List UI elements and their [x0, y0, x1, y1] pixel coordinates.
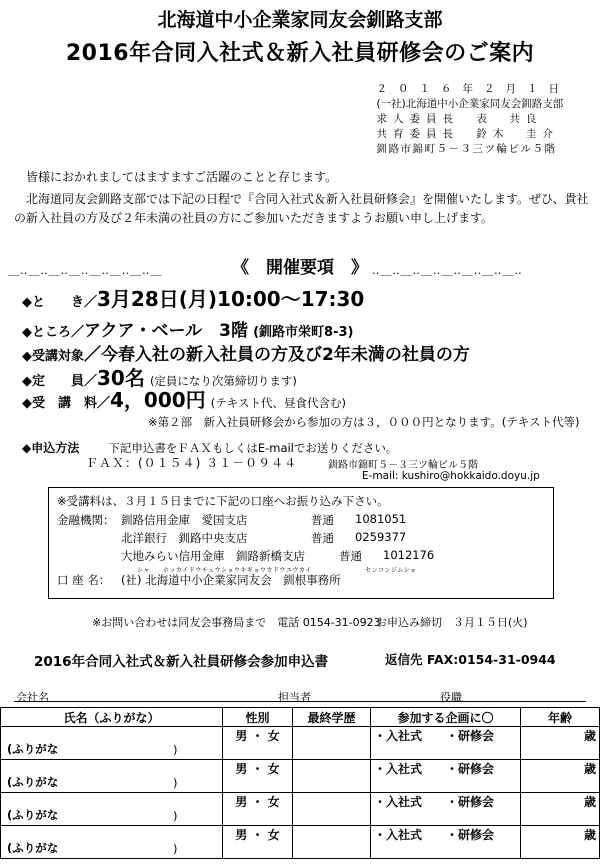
apply-address: 釧路市錦町５－３三ツ輪ビル５階	[328, 460, 478, 471]
detail-fee	[22, 384, 346, 413]
target-label: ◆受講対象	[22, 349, 84, 364]
bank-box	[48, 487, 554, 599]
detail-place	[22, 316, 353, 341]
furigana-close: )	[173, 776, 178, 790]
furigana-label: (ふりがな	[7, 775, 59, 789]
header-plan: 参加する企画に〇	[371, 708, 521, 727]
bank-label: 金融機関：	[57, 513, 115, 527]
section-dash-left: ＿‥＿‥＿‥＿‥＿‥＿‥＿‥＿	[8, 264, 163, 277]
bank-number-3: 1012176	[383, 548, 435, 562]
from-block	[377, 82, 571, 157]
plan-cell[interactable]: ・入社式 ・研修会	[371, 760, 521, 793]
education-cell[interactable]	[293, 727, 371, 760]
table-header-row	[1, 708, 600, 727]
intro-paragraph-2: 北海道同友会釧路支部では下記の日程で『合同入社式＆新入社員研修会』を開催いたします。ぜひ、貴社の新入社員の方及び２年未満の社員の方にご参加いただきますようお願い申し上げます。	[14, 192, 589, 225]
account-ruby-1: シャ ホッカイドウチュウショウキギョウカドウユウカイ	[137, 567, 312, 574]
company-line	[14, 701, 586, 702]
furigana-close: )	[173, 842, 178, 856]
plan-cell[interactable]: ・入社式 ・研修会	[371, 826, 521, 859]
sex-cell[interactable]: 男 ・ 女	[223, 727, 293, 760]
plan-cell[interactable]: ・入社式 ・研修会	[371, 793, 521, 826]
from-org: (一社)北海道中小企業家同友会釧路支部	[376, 98, 564, 110]
apply-text: 下記申込書をＦＡＸもしくはE-mailでお送りください。	[108, 441, 398, 455]
deadline-text: お申込み締切 ３月１５日(火)	[376, 616, 528, 629]
bank-number-2: 0259377	[355, 530, 407, 544]
bank-note: ※受講料は、３月１５日までに下記の口座へお振り込み下さい。	[57, 494, 389, 508]
position-label: 役職	[440, 691, 462, 704]
header-education: 最終学歴	[293, 708, 371, 727]
section-title: 《 開催要項 》	[232, 258, 368, 278]
bank-type-3: 普通	[339, 549, 362, 563]
bank-name-2: 北洋銀行 釧路中央支店	[121, 531, 248, 545]
bank-name-3: 大地みらい信用金庫 釧路新橋支店	[121, 549, 305, 563]
age-cell[interactable]: 歳	[521, 760, 600, 793]
account-ruby-2: センコンジムショ	[365, 567, 417, 574]
furigana-label: (ふりがな	[7, 841, 59, 855]
bank-type-2: 普通	[311, 531, 334, 545]
intro-text	[14, 168, 589, 228]
age-cell[interactable]: 歳	[521, 793, 600, 826]
education-cell[interactable]	[293, 793, 371, 826]
org-title: 北海道中小企業家同友会釧路支部	[157, 9, 443, 31]
from-committee-2: 共育委員長 鈴木 圭介	[376, 128, 559, 140]
apply-fax: ＦＡＸ：(０１５４) ３１－０９４４	[86, 456, 298, 470]
fee-note-2: ※第２部 新入社員研修会から参加の方は３，０００円となります。(テキスト代等)	[148, 415, 580, 429]
bank-type-1: 普通	[311, 513, 334, 527]
name-cell[interactable]	[1, 826, 223, 859]
page-title: 2016年合同入社式＆新入社員研修会のご案内	[65, 41, 535, 66]
table-row	[1, 793, 600, 826]
name-cell[interactable]	[1, 760, 223, 793]
age-cell[interactable]: 歳	[521, 826, 600, 859]
contact-text: ※お問い合わせは同友会事務局まで 電話 0154-31-0923	[92, 616, 381, 629]
issue-date: ２０１６年２月１日	[376, 83, 570, 95]
sex-cell[interactable]: 男 ・ 女	[223, 826, 293, 859]
place-address: (釧路市栄町8-3)	[253, 325, 354, 340]
name-cell[interactable]	[1, 793, 223, 826]
sex-cell[interactable]: 男 ・ 女	[223, 793, 293, 826]
name-cell[interactable]	[1, 727, 223, 760]
company-label: 会社名	[16, 691, 49, 704]
section-dash-right: ‥＿‥＿‥＿‥＿‥＿‥＿‥＿‥	[372, 264, 523, 277]
header-age: 年齢	[521, 708, 600, 727]
header-sex: 性別	[223, 708, 293, 727]
apply-label: ◆申込方法	[22, 441, 80, 455]
plan-cell[interactable]: ・入社式 ・研修会	[371, 727, 521, 760]
apply-email: E-mail: kushiro@hokkaido.doyu.jp	[362, 470, 540, 482]
table-row	[1, 727, 600, 760]
from-address: 釧路市錦町５－３三ツ輪ビル５階	[376, 143, 557, 155]
place-label: ◆ところ／	[22, 325, 84, 340]
date-value: 3月28日(月)10:00～17:30	[97, 287, 365, 311]
account-label: 口 座 名：	[57, 573, 111, 587]
form-title: 2016年合同入社式＆新入社員研修会参加申込書	[34, 654, 329, 670]
furigana-label: (ふりがな	[7, 742, 59, 756]
fee-label: ◆受 講 料／	[22, 396, 110, 411]
target-value: ／今春入社の新入社員の方及び2年未満の社員の方	[84, 345, 470, 365]
from-committee-1: 求人委員長 表 共良	[376, 113, 543, 125]
furigana-close: )	[173, 743, 178, 757]
bank-name-1: 釧路信用金庫 愛国支店	[121, 513, 248, 527]
fee-note: (テキスト代、昼食代含む)	[210, 396, 347, 410]
capacity-value: 30名	[97, 366, 145, 390]
place-value: アクア・ベール 3階	[84, 321, 248, 341]
header-name: 氏名（ふりがな）	[1, 708, 223, 727]
sex-cell[interactable]: 男 ・ 女	[223, 760, 293, 793]
date-label: ◆と き／	[22, 295, 97, 310]
furigana-label: (ふりがな	[7, 808, 59, 822]
account-name: (社) 北海道中小企業家同友会 釧根事務所	[121, 573, 341, 587]
table-row	[1, 826, 600, 859]
capacity-note: (定員になり次第締切ります)	[149, 374, 297, 388]
education-cell[interactable]	[293, 760, 371, 793]
education-cell[interactable]	[293, 826, 371, 859]
table-row	[1, 760, 600, 793]
furigana-close: )	[173, 809, 178, 823]
application-table	[0, 707, 600, 859]
bank-number-1: 1081051	[355, 512, 407, 526]
fee-value: 4，000円	[110, 388, 206, 412]
age-cell[interactable]: 歳	[521, 727, 600, 760]
form-fax: 返信先 FAX:0154-31-0944	[385, 652, 556, 667]
intro-paragraph-1: 皆様におかれましてはますますご活躍のことと存じます。	[26, 170, 338, 184]
detail-date	[22, 283, 364, 312]
manager-label: 担当者	[278, 691, 311, 704]
capacity-label: ◆定 員／	[22, 374, 97, 389]
